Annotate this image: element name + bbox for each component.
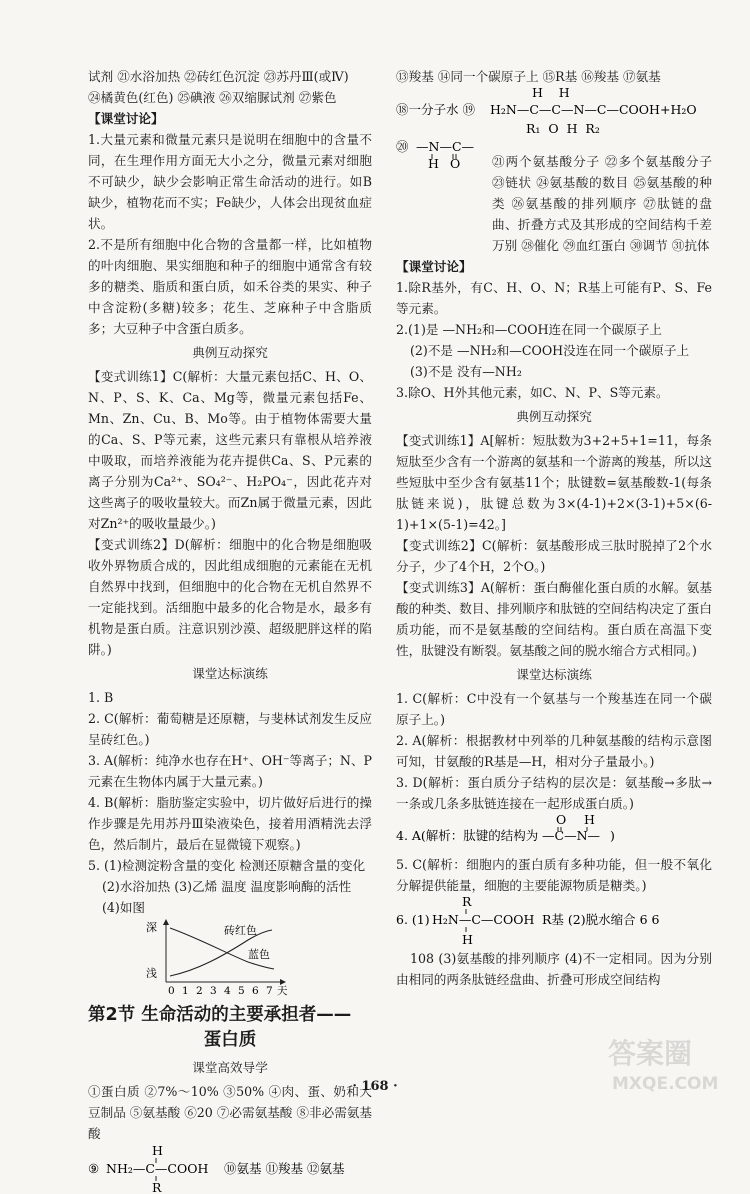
subsection-title: 典例互动探究 [516, 409, 592, 424]
graph-y-top: 深 [146, 921, 157, 934]
variant-exercise-1: 【变式训练1】C(解析：大量元素包括C、H、O、N、P、S、K、Ca、Mg等，微量元素包括Fe、Mn、Zn、Cu、B、Mo等。由于植物体需要大量的Ca、S、P等元素，这些元素只有靠根从培养液中吸取，而培养液能为花卉提供Ca、S、P元素的离子分别为Ca²⁺、SO₄²⁻、H₂PO₄⁻，因此花卉对这些离子的吸收量较大。而Zn属于微量元素，因此对Zn²⁺的吸收量最少。) [88, 369, 372, 531]
formula-followup: ⑩氨基 ⑪羧基 ⑫氨基 [224, 1161, 345, 1176]
svg-text:H: H [428, 156, 439, 171]
graph-x-tick: 6 [252, 985, 259, 996]
curve-graph [88, 918, 372, 996]
formula-bottom: R₁ O H R₂ [526, 121, 600, 135]
variant-exercise-2: 【变式训练2】D(解析：细胞中的化合物是细胞吸收外界物质合成的，因此组成细胞的元素能在无机自然界中找到，但细胞中的化合物在无机自然界不一定能找到。活细胞中最多的化合物是水，最多有机物是蛋白质。注意识别沙漠、超级肥胖这样的陷阱。) [88, 537, 372, 657]
drill-answer-5c: (4)如图 [102, 900, 146, 915]
formula-main: —N—C— [416, 139, 475, 154]
section-title-line1: 第2节 生命活动的主要承担者—— [88, 1005, 352, 1025]
graph-x-tick: 1 [182, 985, 189, 996]
discussion-heading: 【课堂讨论】 [396, 259, 472, 274]
graph-curve2-label: 蓝色 [248, 948, 270, 961]
peptide-bond-answer [396, 814, 712, 854]
answer-end: ) [610, 828, 615, 843]
drill-answer-5a: 5. (1)检测淀粉含量的变化 检测还原糖含量的变化 [88, 858, 366, 873]
subsection-title: 典例互动探究 [192, 345, 268, 360]
discussion-answer-2a: 2.(1)是 —NH₂和—COOH连在同一个碳原子上 [396, 322, 662, 337]
formula-main: —C—N— [542, 828, 601, 843]
left-column [88, 66, 372, 1194]
formula-suffix: +H₂O [660, 102, 697, 117]
formula-h-bottom: H [462, 932, 473, 947]
svg-text:O: O [450, 156, 461, 171]
amino-acid-formula [88, 1144, 372, 1194]
graph-x-tick: 0 [168, 985, 175, 996]
drill-answer-3: 3. D(解析：蛋白质分子结构的层次是：氨基酸→多肽→一条或几条多肽链连接在一起形成蛋白质。) [396, 775, 712, 811]
answer-line: ⑬羧基 ⑭同一个碳原子上 ⑮R基 ⑯羧基 ⑰氨基 [396, 69, 661, 84]
watermark-line1: 答案圈 [608, 1037, 693, 1070]
discussion-answer-1: 1.大量元素和微量元素只是说明在细胞中的含量不同，在生理作用方面无大小之分，微量元素对细胞不可缺少，缺少会影响正常生命活动的进行。如B缺少，植物花而不实；Fe缺少，人体会出现贫血症状。 [88, 132, 372, 231]
watermark-logo [602, 1029, 734, 1095]
graph-x-tick: 7 [266, 985, 273, 996]
watermark-line2: MXQE.COM [612, 1074, 719, 1094]
drill-answer-1: 1. B [88, 690, 114, 705]
variant-exercise-1: 【变式训练1】A[解析：短肽数为3+2+5+1=11，每条短肽至少含有一个游离的氨基和一个游离的羧基，所以这些短肽中至少含有氨基11个；肽键数=氨基酸数-1(每条肽链来说)，肽键总数为3×(4-1)+2×(3-1)+5×(6-1)+1×(5-1)=42。] [396, 433, 712, 532]
page-number: · 168 · [352, 1079, 398, 1094]
subsection-title: 课堂高效导学 [192, 1060, 268, 1075]
svg-text:H: H [584, 814, 595, 827]
formula-label: ⑨ [88, 1161, 100, 1176]
answer-line: ㉔橘黄色(红色) ㉕碘液 ㉖双缩脲试剂 ㉗紫色 [88, 90, 337, 105]
drill-answer-3: 3. A(解析：纯净水也存在H⁺、OH⁻等离子；N、P元素在生物体内属于大量元素。) [88, 753, 373, 789]
amino-acid-answer [396, 896, 712, 948]
drill-answer-6b: 108 (3)氨基酸的排列顺序 (4)不一定相同。因为分别由相同的两条肽链经盘曲、折叠可形成空间结构 [396, 951, 712, 987]
right-column [396, 66, 712, 990]
drill-answer-2: 2. C(解析：葡萄糖是还原糖，与斐林试剂发生反应呈砖红色。) [88, 711, 372, 747]
drill-answer-5: 5. C(解析：细胞内的蛋白质有多种功能，但一般不氧化分解提供能量，细胞的主要能源物质是糖类。) [396, 857, 712, 893]
formula-h: H [152, 1144, 163, 1158]
discussion-heading: 【课堂讨论】 [88, 111, 164, 126]
answer-line: ㉑两个氨基酸分子 ㉒多个氨基酸分子 ㉓链状 ㉔氨基酸的数目 ㉕氨基酸的种类 ㉖氨基酸的排列顺序 ㉗肽链的盘曲、折叠方式及其形成的空间结构千差万别 ㉘催化 ㉙血红蛋白 ㉚调节 ㉛抗体 [492, 154, 712, 253]
discussion-answer-2c: (3)不是 没有—NH₂ [410, 364, 522, 379]
subsection-title: 课堂达标演练 [192, 666, 268, 681]
formula-main: H₂N—C—C—N—C—COOH [490, 102, 660, 117]
formula-label: ⑱一分子水 ⑲ [396, 102, 475, 117]
discussion-answer-1: 1.除R基外，有C、H、O、N；R基上可能有P、S、Fe等元素。 [396, 280, 712, 316]
variant-exercise-2: 【变式训练2】C(解析：氨基酸形成三肽时脱掉了2个水分子，少了4个H，2个O。) [396, 538, 712, 574]
answer-label: 6. (1) [396, 912, 430, 927]
answer-rest: R基 (2)脱水缩合 6 6 [542, 912, 660, 927]
graph-x-unit: 天 [277, 985, 288, 996]
drill-answer-1: 1. C(解析：C中没有一个氨基与一个羧基连在同一个碳原子上。) [396, 691, 712, 727]
discussion-answer-3: 3.除O、H外其他元素，如C、N、P、S等元素。 [396, 385, 669, 400]
guide-answers: ①蛋白质 ②7%～10% ③50% ④肉、蛋、奶和大豆制品 ⑤氨基酸 ⑥20 ⑦必需氨基酸 ⑧非必需氨基酸 [88, 1084, 372, 1141]
discussion-answer-2: 2.不是所有细胞中化合物的含量都一样，比如植物的叶肉细胞、果实细胞和种子的细胞中通常含有较多的糖类、脂质和蛋白质，如禾谷类的果实、种子中含淀粉(多糖)较多；花生、芝麻种子中含脂质多；大豆种子中含蛋白质多。 [88, 237, 372, 336]
discussion-answer-2b: (2)不是 —NH₂和—COOH没连在同一个碳原子上 [410, 343, 690, 358]
graph-curve1-label: 砖红色 [224, 924, 257, 937]
answer-line: 试剂 ㉑水浴加热 ㉒砖红色沉淀 ㉓苏丹Ⅲ(或Ⅳ) [88, 69, 349, 84]
graph-y-bottom: 浅 [146, 967, 157, 980]
section-title [88, 1003, 372, 1053]
section-title-line2: 蛋白质 [203, 1030, 257, 1050]
answer-text: 4. A(解析：肽键的结构为 [396, 828, 539, 843]
graph-y-arrow [163, 919, 169, 925]
formula-label: ⑳ [396, 139, 409, 154]
graph-x-tick: 3 [210, 985, 217, 996]
formula-r-top: R [462, 896, 472, 909]
variant-exercise-3: 【变式训练3】A(解析：蛋白酶催化蛋白质的水解。氨基酸的种类、数目、排列顺序和肽链的空间结构决定了蛋白质功能，而不是氨基酸的空间结构。蛋白质在高温下变性，肽键没有断裂。氨基酸之间的脱水缩合方式相同。) [396, 580, 712, 658]
drill-answer-2: 2. A(解析：根据教材中列举的几种氨基酸的结构示意图可知，甘氨酸的R基是—H，相对分子量最小。) [396, 733, 712, 769]
formula-main: H₂N—C—COOH [432, 912, 535, 927]
graph-x-tick: 4 [224, 985, 231, 996]
graph-x-tick: 2 [196, 985, 203, 996]
formula-main: NH₂—C—COOH [106, 1161, 209, 1176]
subsection-title: 课堂达标演练 [516, 667, 592, 682]
formula-top: H H [532, 87, 570, 100]
dipeptide-formula [396, 87, 712, 135]
drill-answer-4: 4. B(解析：脂肪鉴定实验中，切片做好后进行的操作步骤是先用苏丹Ⅲ染液染色，接着用酒精洗去浮色，然后制片，最后在显微镜下观察。) [88, 795, 372, 852]
drill-answer-5b: (2)水浴加热 (3)乙烯 温度 温度影响酶的活性 [102, 879, 352, 894]
graph-x-tick: 5 [238, 985, 245, 996]
formula-r: R [152, 1180, 162, 1194]
svg-text:O: O [556, 814, 567, 827]
